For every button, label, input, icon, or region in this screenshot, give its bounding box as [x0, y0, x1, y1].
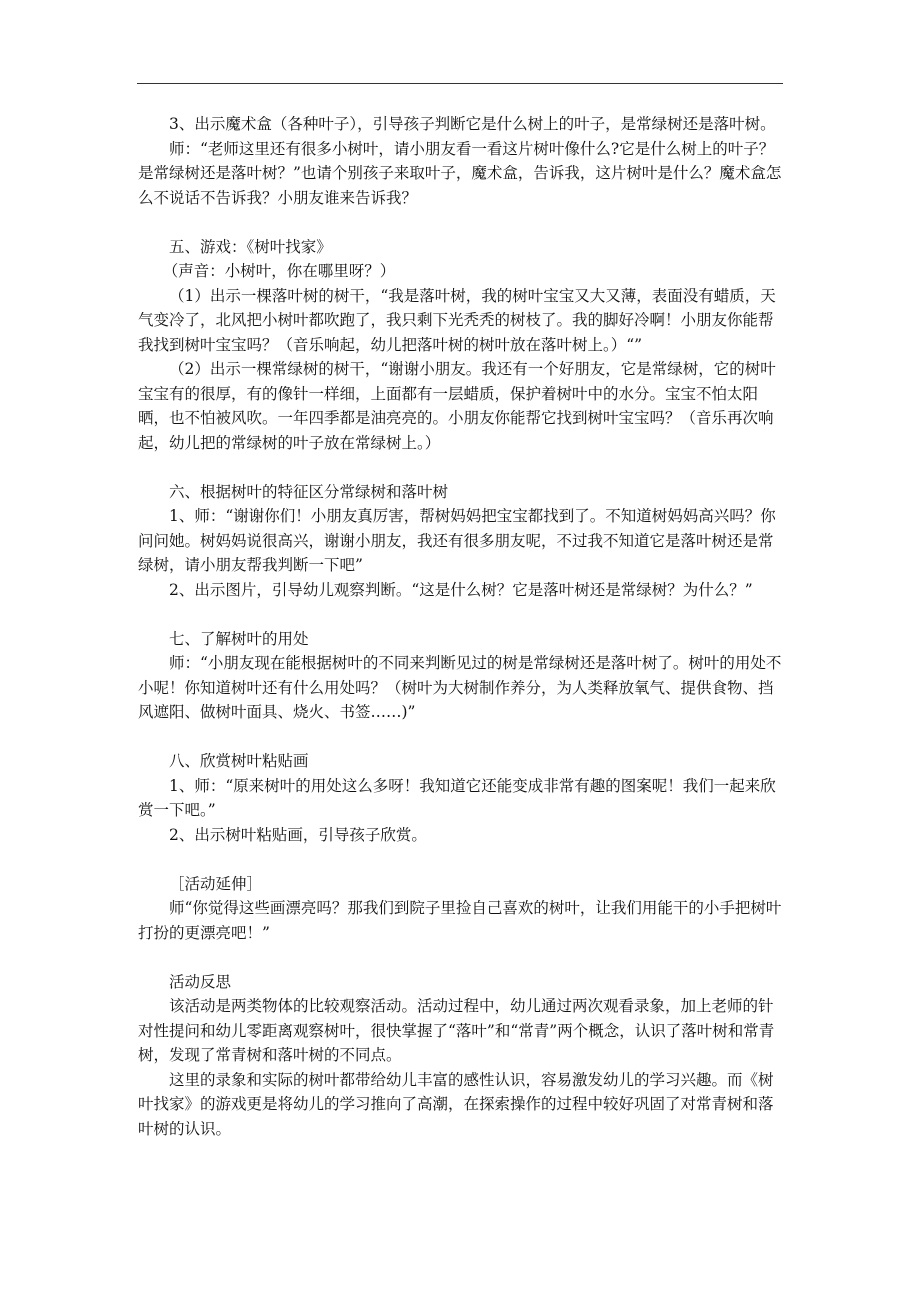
section-8-paragraph-2: 2、出示树叶粘贴画，引导孩子欣赏。: [169, 825, 427, 844]
reflection-paragraph-1: 该活动是两类物体的比较观察活动。活动过程中，幼儿通过两次观看录象，加上老师的针对性提问和幼儿零距离观察树叶，很快掌握了“落叶”和“常青”两个概念，认识了落叶树和常青树，发现了常青树和落叶树的不同点。: [138, 997, 775, 1064]
section-6-title: 六、根据树叶的特征区分常绿树和落叶树: [169, 482, 449, 501]
spacer: [138, 210, 784, 235]
reflection-paragraph-2: 这里的录象和实际的树叶都带给幼儿丰富的感性认识，容易激发幼儿的学习兴趣。而《树叶找家》的游戏更是将幼儿的学习推向了高潮，在探索操作的过程中较好巩固了对常青树和落叶树的认识。: [138, 1070, 774, 1138]
section-5-paragraph-2: （2）出示一棵常绿树的树干，“谢谢小朋友。我还有一个好朋友，它是常绿树，它的树叶宝宝有的很厚，有的像针一样细，上面都有一层蜡质，保护着树叶中的水分。宝宝不怕太阳晒，也不怕被风吹。一年四季都是油亮亮的。小朋友你能帮它找到树叶宝宝吗？（音乐再次响起，幼儿把的常绿树的叶子放在常绿树上。）: [138, 360, 776, 452]
spacer: [138, 602, 784, 627]
section-5-sound: （声音：小树叶，你在哪里呀？）: [162, 262, 396, 280]
document-body: [138, 112, 784, 1141]
section-6-paragraph-1: 1、师：“谢谢你们！小朋友真厉害，帮树妈妈把宝宝都找到了。不知道树妈妈高兴吗？你问问她。树妈妈说很高兴，谢谢小朋友，我还有很多朋友呢，不过我不知道它是落叶树还是常绿树，请小朋友帮我判断一下吧”: [138, 507, 776, 574]
paragraph-magic-box: 3、出示魔术盒（各种叶子），引导孩子判断它是什么树上的叶子，是常绿树还是落叶树。: [169, 115, 776, 133]
extension-title: ［活动延伸］: [169, 874, 263, 893]
extension-paragraph: 师“你觉得这些画漂亮吗？那我们到院子里捡自己喜欢的树叶，让我们用能干的小手把树叶打扮的更漂亮吧！”: [138, 899, 782, 942]
reflection-title: 活动反思: [169, 972, 232, 991]
section-5-title: 五、游戏：《树叶找家》: [169, 237, 332, 256]
section-7-title: 七、了解树叶的用处: [169, 629, 309, 648]
spacer: [138, 945, 784, 970]
paragraph-teacher-question: 师：“老师这里还有很多小树叶，请小朋友看一看这片树叶像什么?它是什么树上的叶子？是常绿树还是落叶树？”也请个别孩子来取叶子，魔术盒，告诉我，这片树叶是什么？魔术盒怎么不说话不告诉我？小朋友谁来告诉我？: [138, 139, 782, 207]
spacer: [138, 847, 784, 872]
section-6-paragraph-2: 2、出示图片，引导幼儿观察判断。“这是什么树？它是落叶树还是常绿树？为什么？”: [169, 580, 753, 599]
spacer: [138, 455, 784, 480]
spacer: [138, 725, 784, 750]
section-7-paragraph-1: 师：“小朋友现在能根据树叶的不同来判断见过的树是常绿树还是落叶树了。树叶的用处不小呢！你知道树叶还有什么用处吗？（树叶为大树制作养分，为人类释放氧气、提供食物、挡风遮阳、做树叶面具、烧火、书签……)”: [138, 654, 782, 721]
section-5-paragraph-1: （1）出示一棵落叶树的树干，“我是落叶树，我的树叶宝宝又大又薄，表面没有蜡质，天气变冷了，北风把小树叶都吹跑了，我只剩下光秃秃的树枝了。我的脚好冷啊！小朋友你能帮我找到树叶宝宝吗？（音乐响起，幼儿把落叶树的树叶放在落叶树上。）“”: [138, 286, 776, 354]
section-8-title: 八、欣赏树叶粘贴画: [169, 752, 309, 770]
section-8-paragraph-1: 1、师：“原来树叶的用处这么多呀！我知道它还能变成非常有趣的图案呢！我们一起来欣赏一下吧。”: [138, 776, 776, 819]
header-rule: [137, 83, 783, 84]
